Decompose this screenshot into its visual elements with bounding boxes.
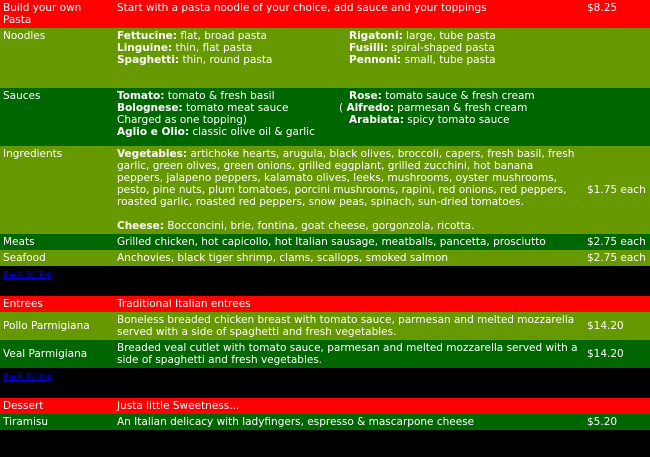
price: $14.20 (584, 340, 650, 368)
ingredient-list: Vegetables: artichoke hearts, arugula, black olives, broccoli, capers, fresh basil, fresh garlic, green olives, green onions, grilled eggplant, grilled zucchini, hot banana peppers, jalapeno peppers, kalamato olives, leeks, mushrooms, oyster mushrooms, pesto, pine nuts, plum tomatoes, porcini mushrooms, rapini, red onions, red peppers, roasted garlic, roasted red peppers, snow peas, spinach, sun-dried tomatoes. Cheese: Bocconcini, brie, fontina, goat cheese, gorgonzola, ricotta. (114, 146, 584, 234)
price: $1.75 each (584, 146, 650, 234)
section-description: Start with a pasta noodle of your choice, add sauce and your toppings (114, 0, 584, 28)
row-description: Breaded veal cutlet with tomato sauce, parmesan and melted mozzarella served with a side of spaghetti and fresh vegetables. (114, 340, 584, 368)
section-header-build-your-own (0, 0, 650, 28)
row-description: Grilled chicken, hot capicollo, hot Italian sausage, meatballs, pancetta, prosciutto (114, 234, 584, 250)
row-noodles (0, 28, 650, 88)
row-label: Ingredients (0, 146, 114, 234)
back-to-top-link[interactable]: Back To Top (3, 270, 53, 279)
sauce-options: Tomato: tomato & fresh basil Bolognese: tomato meat sauce Charged as one topping) Aglio e Olio: classic olive oil & garlic Rose: tomato sauce & fresh cream ( Alfredo: parmesan & fresh cream Arabiata: spicy tomato sauce (114, 88, 584, 146)
back-to-top-link[interactable]: Back To Top (3, 372, 53, 381)
price: $14.20 (584, 312, 650, 340)
row-label: Pollo Parmigiana (0, 312, 114, 340)
price: $8.25 (584, 0, 650, 28)
section-title: Entrees (0, 296, 114, 312)
row-tiramisu (0, 414, 650, 430)
row-label: Sauces (0, 88, 114, 146)
row-label: Veal Parmigiana (0, 340, 114, 368)
section-title: Dessert (0, 398, 114, 414)
row-label: Tiramisu (0, 414, 114, 430)
row-label: Noodles (0, 28, 114, 88)
row-label: Meats (0, 234, 114, 250)
row-description: Boneless breaded chicken breast with tomato sauce, parmesan and melted mozzarella served with a side of spaghetti and fresh vegetables. (114, 312, 584, 340)
section-description: Justa little Sweetness... (114, 398, 584, 414)
row-meats (0, 234, 650, 250)
section-title: Build your own Pasta (0, 0, 114, 28)
section-header-dessert (0, 398, 650, 414)
back-to-top-row (0, 266, 650, 296)
price: $2.75 each (584, 234, 650, 250)
section-description: Traditional Italian entrees (114, 296, 584, 312)
price: $5.20 (584, 414, 650, 430)
row-pollo-parmigiana (0, 312, 650, 340)
row-description: Anchovies, black tiger shrimp, clams, scallops, smoked salmon (114, 250, 584, 266)
back-to-top-row (0, 368, 650, 398)
row-ingredients (0, 146, 650, 234)
row-sauces (0, 88, 650, 146)
section-header-entrees (0, 296, 650, 312)
row-description: An Italian delicacy with ladyfingers, espresso & mascarpone cheese (114, 414, 584, 430)
row-seafood (0, 250, 650, 266)
noodle-options: Fettucine: flat, broad pasta Linguine: thin, flat pasta Spaghetti: thin, round pasta Rigatoni: large, tube pasta Fusilli: spiral-shaped pasta Pennoni: small, tube pasta (114, 28, 584, 88)
row-label: Seafood (0, 250, 114, 266)
price: $2.75 each (584, 250, 650, 266)
row-veal-parmigiana (0, 340, 650, 368)
